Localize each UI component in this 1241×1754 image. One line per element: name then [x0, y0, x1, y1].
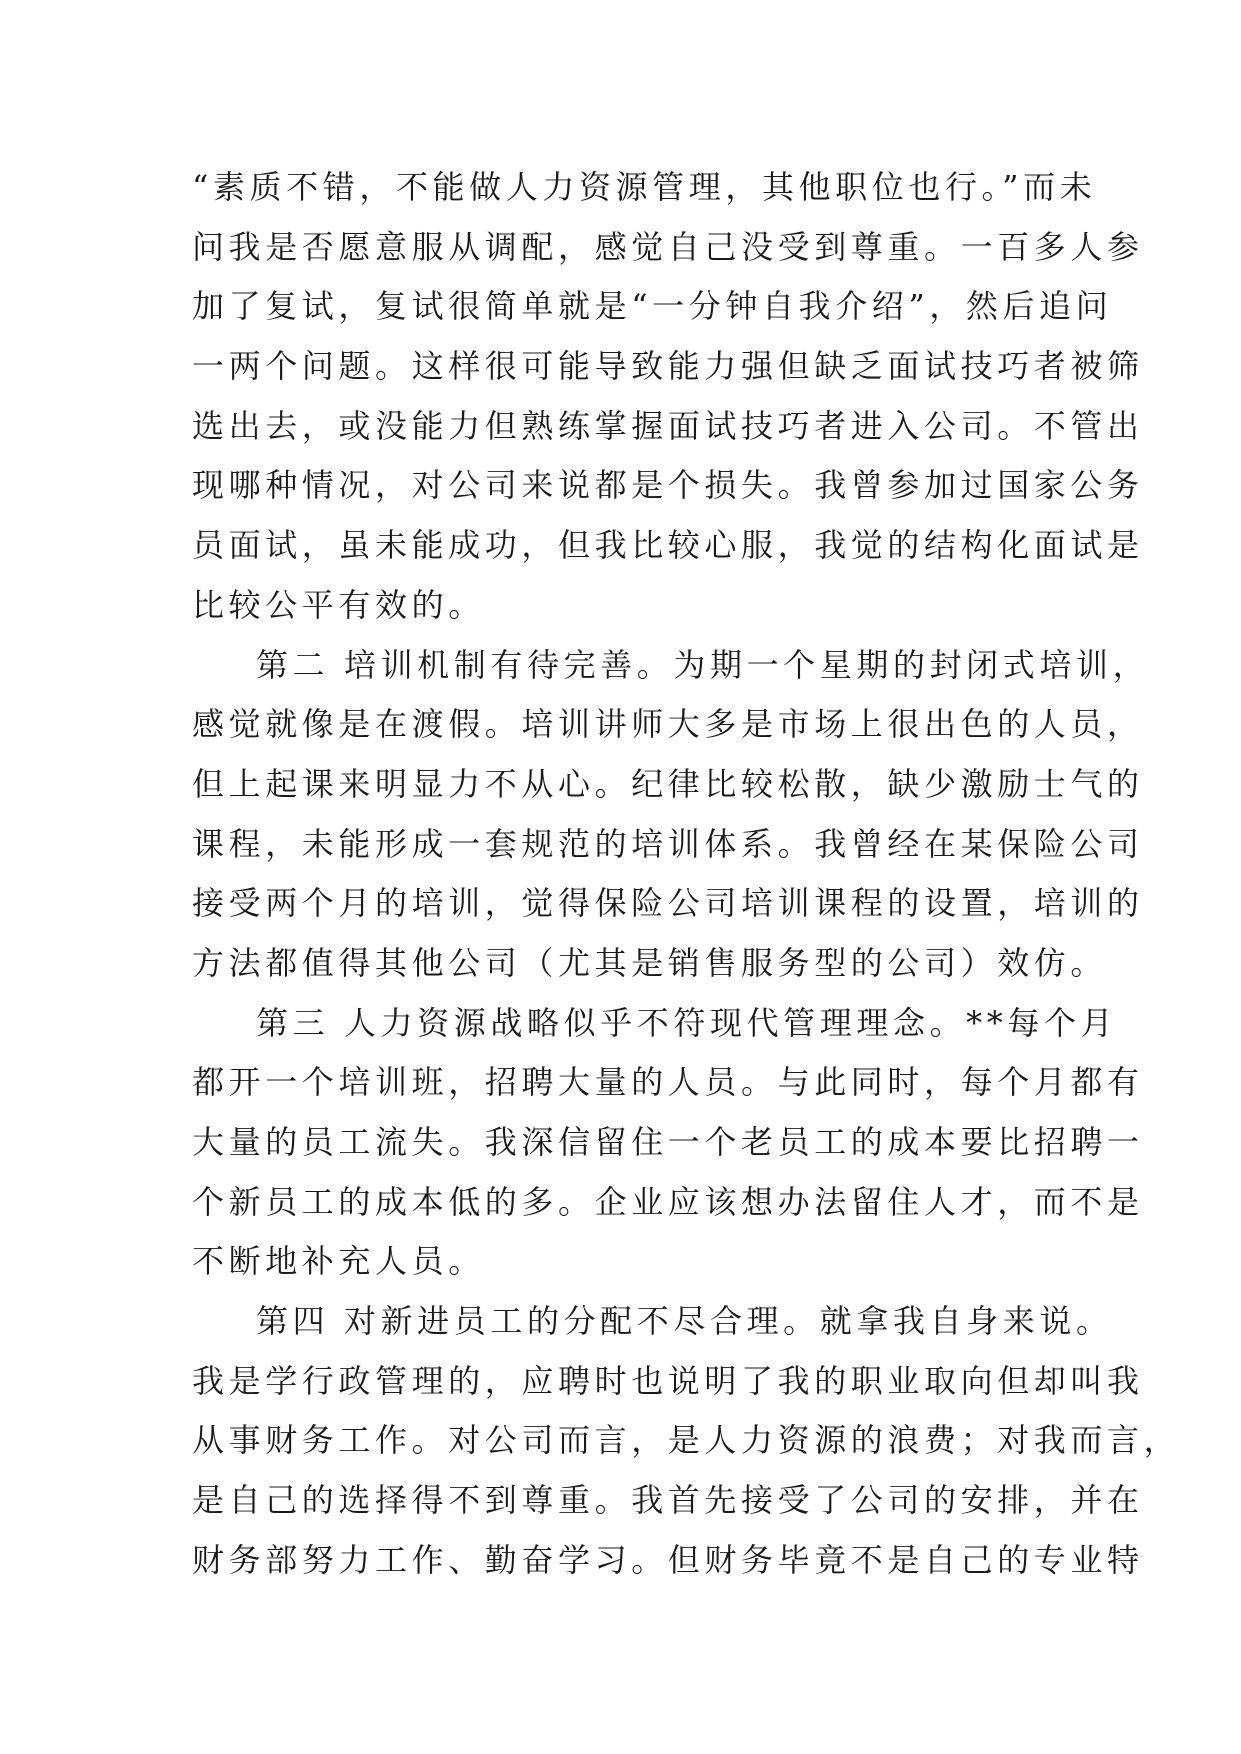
text-line: 都开一个培训班，招聘大量的人员。与此同时，每个月都有: [192, 1063, 1144, 1102]
text-line: 但上起课来明显力不从心。纪律比较松散，缺少激励士气的: [192, 764, 1144, 803]
text-line: 问我是否愿意服从调配，感觉自己没受到尊重。一百多人参: [192, 227, 1144, 266]
text-line: 一两个问题。这样很可能导致能力强但缺乏面试技巧者被筛: [192, 347, 1144, 386]
text-line: 我是学行政管理的，应聘时也说明了我的职业取向但却叫我: [192, 1361, 1144, 1400]
text-line: “素质不错，不能做人力资源管理，其他职位也行。”而未: [192, 168, 1097, 206]
text-line: 大量的员工流失。我深信留住一个老员工的成本要比招聘一: [192, 1123, 1144, 1161]
text-line: 个新员工的成本低的多。企业应该想办法留住人才，而不是: [192, 1182, 1144, 1221]
text-line: 不断地补充人员。: [192, 1242, 485, 1281]
text-line: 财务部努力工作、勤奋学习。但财务毕竟不是自己的专业特: [192, 1540, 1144, 1579]
text-line: 现哪种情况，对公司来说都是个损失。我曾参加过国家公务: [192, 466, 1144, 505]
text-line: 方法都值得其他公司（尤其是销售服务型的公司）效仿。: [192, 943, 1108, 982]
text-line: 是自己的选择得不到尊重。我首先接受了公司的安排，并在: [192, 1481, 1144, 1520]
text-line: 比较公平有效的。: [192, 585, 485, 624]
text-line: 接受两个月的培训，觉得保险公司培训课程的设置，培训的: [192, 884, 1144, 923]
text-line: 感觉就像是在渡假。培训讲师大多是市场上很出色的人员，: [192, 705, 1144, 744]
text-line: 从事财务工作。对公司而言，是人力资源的浪费；对我而言，: [192, 1421, 1181, 1460]
text-line: 员面试，虽未能成功，但我比较心服，我觉的结构化面试是: [192, 526, 1144, 565]
paragraph-heading-fourth: 第四 对新进员工的分配不尽合理。就拿我自身来说。: [256, 1302, 1113, 1341]
paragraph-heading-third: 第三 人力资源战略似乎不符现代管理理念。**每个月: [256, 1003, 1118, 1042]
text-line: 选出去，或没能力但熟练掌握面试技巧者进入公司。不管出: [192, 406, 1144, 445]
text-line: 加了复试，复试很简单就是“一分钟自我介绍”，然后追问: [192, 287, 1113, 326]
document-body: [192, 158, 1181, 1591]
text-line: 课程，未能形成一套规范的培训体系。我曾经在某保险公司: [192, 824, 1144, 863]
paragraph-heading-second: 第二 培训机制有待完善。为期一个星期的封闭式培训，: [256, 645, 1150, 684]
